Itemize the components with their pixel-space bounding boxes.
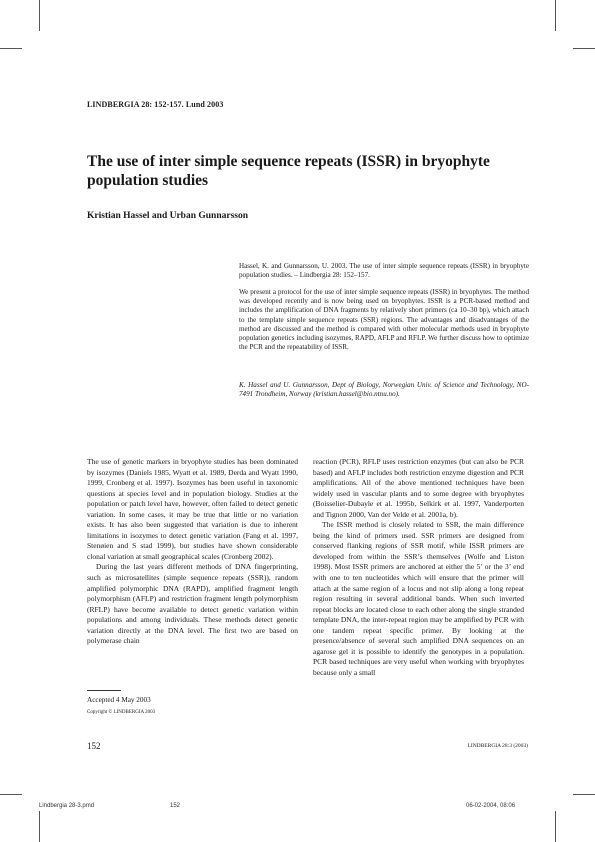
body-column-right <box>313 457 524 678</box>
abstract: We present a protocol for the use of inter simple sequence repeats (ISSR) in bryophytes. The method was developed recently and is now being used on bryophytes. ISSR is a PCR-based method and includes the amplification of DNA fragments by relatively short primers (ca 10–30 bp), which attach to the template simple sequence repeats (SSR) regions. The advantages and disadvantages of the method are discussed and the method is compared with other molecular methods used in bryophyte population genetics including isozymes, RAPD, AFLP and RFLP. We further discuss how to optimize the PCR and the repeatability of ISSR. <box>239 288 529 352</box>
slug-file: Lindbergia 28-3.pmd <box>39 803 95 809</box>
copyright: Copyright © LINDBERGIA 2003 <box>87 710 156 715</box>
accepted-date: Accepted 4 May 2003 <box>87 696 151 704</box>
affiliation: K. Hassel and U. Gunnarsson, Dept of Biology, Norwegian Univ. of Science and Technology, NO-7491 Trondheim, Norway (kristian.hassel@bio.ntnu.no). <box>239 381 529 399</box>
crop-mark <box>39 0 40 31</box>
running-footer: LINDBERGIA 28:3 (2003) <box>467 743 528 749</box>
slug-datetime: 06-02-2004, 08:06 <box>466 803 516 809</box>
article-title: The use of inter simple sequence repeats (ISSR) in bryophyte population studies <box>87 153 490 189</box>
paragraph: The use of genetic markers in bryophyte studies has been dominated by isozymes (Daniels 1985, Wyatt et al. 1989, Derda and Wyatt 1990, 1999, Cronberg et al. 1997). Isozymes has been useful in taxonomic questions at species level and in population biology. Studies at the population or patch level have, however, often failed to detect genetic variation. In some cases, it may be true that little or no variation exists. It has also been suggested that variation is due to inherent limitations in isozymes to detect genetic variation (Fang et al. 1997, Stenøien and S stad 1999), but studies have shown considerable clonal variation at small geographical scales (Cronberg 2002). <box>87 457 298 561</box>
crop-mark <box>573 794 595 795</box>
slug-page: 152 <box>170 803 181 809</box>
crop-mark <box>555 811 556 842</box>
body-column-left <box>87 457 298 647</box>
crop-mark <box>0 794 22 795</box>
footnote-rule <box>87 690 121 691</box>
page-number: 152 <box>87 741 101 751</box>
authors: Kristian Hassel and Urban Gunnarsson <box>87 211 249 221</box>
crop-mark <box>573 48 595 49</box>
journal-header: LINDBERGIA 28: 152-157. Lund 2003 <box>87 100 224 109</box>
crop-mark <box>39 811 40 842</box>
crop-mark <box>0 48 22 49</box>
paragraph: During the last years different methods of DNA fingerprinting, such as microsatellites (simple sequence repeats (SSR)), random amplified polymorphic DNA (RAPD), amplified fragment length polymorphism (AFLP) and restriction fragment length polymorphism (RFLP) have become available to detect genetic variation within populations and among individuals. These methods detect genetic variation directly at the DNA level. The first two are based on polymerase chain <box>87 562 298 646</box>
citation: Hassel, K. and Gunnarsson, U. 2003. The use of inter simple sequence repeats (ISSR) in bryophyte population studies. – Lindbergia 28: 152–157. <box>239 262 529 280</box>
crop-mark <box>555 0 556 31</box>
paragraph: The ISSR method is closely related to SSR, the main difference being the kind of primers used. SSR primers are designed from conserved flanking regions of SSR motif, while ISSR primers are developed from within the SSR’s themselves (Wolfe and Liston 1998). Most ISSR primers are anchored at either the 5’ or the 3’ end with one to ten nucleotides which will ensure that the primer will attach at the same region of a locus and not slip along a long repeat region resulting in several additional bands. When such inverted repeat blocks are located close to each other along the single stranded template DNA, the inter-repeat region may be amplified by PCR with one tandem repeat specific primer. By looking at the presence/absence of several such amplified DNA sequences on an agarose gel it is possible to identify the genotypes in a population. PCR based techniques are very useful when working with bryophytes because only a small <box>313 520 524 677</box>
paragraph: reaction (PCR), RFLP uses restriction enzymes (but can also be PCR based) and AFLP includes both restriction enzyme digestion and PCR amplifications. All of the above mentioned techniques have been widely used in vascular plants and to some degree with bryophytes (Boisselier-Dubayle et al. 1995b, Selkirk et al. 1997, Vanderporten and Tignon 2000, Van der Velde et al. 2001a, b). <box>313 457 524 519</box>
